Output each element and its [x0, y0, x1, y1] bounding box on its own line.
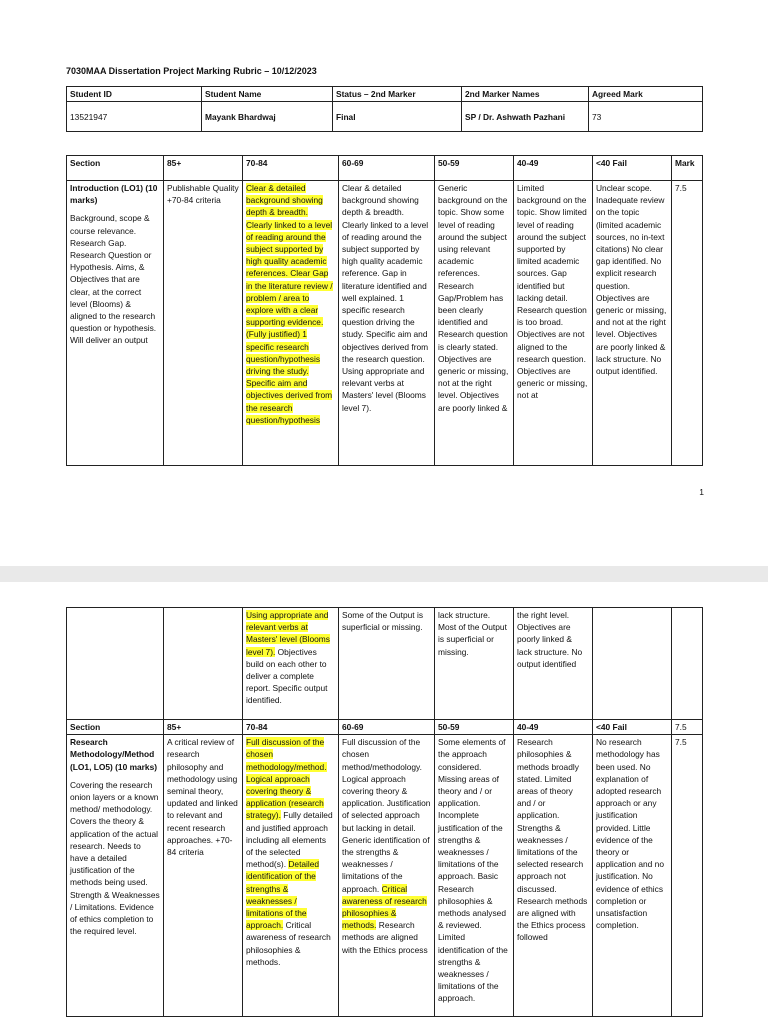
intro-cont-mark-cell: [672, 608, 703, 720]
method-60-highlighted: Critical awareness of research philosophies & methods.: [342, 883, 427, 931]
method-header-fail: <40 Fail: [593, 720, 672, 735]
header-marker-names: 2nd Marker Names: [462, 87, 589, 102]
document-title: 7030MAA Dissertation Project Marking Rubric – 10/12/2023: [66, 66, 317, 76]
intro-40-criteria: Limited background on the topic. Show limited level of reading around the subject supported by limited academic sources. Gap identified but lacking detail. Research question is too broad. Objectives are not aligned to the research question. Objectives are generic or missing, not at: [514, 181, 593, 466]
marker-names-value: SP / Dr. Ashwath Pazhani: [462, 102, 589, 132]
method-70-highlighted-1: Full discussion of the chosen methodology/method. Logical approach covering theory & application (research strategy).: [246, 737, 327, 821]
student-id-value: 13521947: [67, 102, 202, 132]
method-section-description: Covering the research onion layers or a known method/ methodology. Covers the theory & application of the actual research. Needs to have a detailed justification of the methods being used. Strength & Weaknesses / Limitations. Evidence of ethics completion to the required level.: [70, 779, 160, 937]
rubric-header-40: 40-49: [514, 156, 593, 181]
method-header-60: 60-69: [339, 720, 435, 735]
intro-section-title: Introduction (LO1) (10 marks): [70, 183, 158, 206]
method-header-mark-value: 7.5: [672, 720, 703, 735]
method-70-cell: [243, 735, 339, 1017]
intro-cont-70-cell: [243, 608, 339, 720]
method-50-criteria: Some elements of the approach considered. Missing areas of theory and / or application. Incomplete justification of the strengths & weaknesses / limitations of the approach. Basic Research philosophies & methods analysed & reviewed. Limited identification of the strengths & weaknesses / limitations of the approach.: [435, 735, 514, 1017]
method-70-plain-1: Fully detailed and justified approach including all elements of the selected method(s).: [246, 810, 333, 870]
method-section-cell: [67, 735, 164, 1017]
rubric-table-page-1: [66, 155, 703, 466]
method-85-criteria: A critical review of research philosophy and methodology using seminal theory, updated and linked to relevant and recent research approaches. +70-84 criteria: [164, 735, 243, 1017]
rubric-header-fail: <40 Fail: [593, 156, 672, 181]
method-fail-criteria: No research methodology has been used. No explanation of adopted research approach or any justification provided. Little evidence of the theory or application and no justification. No evidence of ethics completion or unsatisfaction completion.: [593, 735, 672, 1017]
rubric-header-50: 50-59: [435, 156, 514, 181]
intro-70-cell: [243, 181, 339, 466]
header-agreed-mark: Agreed Mark: [589, 87, 703, 102]
intro-cont-70-plain: Objectives build on each other to deliver a complete report. Specific output identified.: [246, 646, 328, 706]
page-2: [0, 582, 768, 1024]
intro-cont-40-criteria: the right level. Objectives are poorly linked & lack structure. No output identified: [514, 608, 593, 720]
method-header-section: Section: [67, 720, 164, 735]
intro-fail-criteria: Unclear scope. Inadequate review on the topic (limited academic sources, no in-text citations) No clear gap identified. No explicit research question. Objectives are generic or missing, and not at the right level. Objectives are poorly linked & lack structure. No output identified.: [593, 181, 672, 466]
status-value: Final: [333, 102, 462, 132]
method-60-plain-1: Full discussion of the chosen method/methodology. Logical approach covering theory & application. Justification of selected approach but lacking in detail. Generic identification of the strengths & weaknesses / limitations of the approach.: [342, 737, 431, 894]
header-student-name: Student Name: [202, 87, 333, 102]
rubric-header-section: Section: [67, 156, 164, 181]
method-header-50: 50-59: [435, 720, 514, 735]
intro-section-cell: [67, 181, 164, 466]
rubric-table-page-2: [66, 607, 703, 1017]
intro-cont-section-cell: [67, 608, 164, 720]
method-header-85: 85+: [164, 720, 243, 735]
intro-mark: 7.5: [672, 181, 703, 466]
method-60-cell: [339, 735, 435, 1017]
method-70-plain-2: Critical awareness of research philosophies & methods.: [246, 920, 331, 967]
student-name-value: Mayank Bhardwaj: [202, 102, 333, 132]
intro-section-description: Background, scope & course relevance. Research Gap. Research Question or Hypothesis. Aims, & Objectives that are clear, at the correct level (Blooms) & aligned to the research question or hypothesis. Will deliver an output: [70, 213, 157, 346]
method-60-plain-2: Research methods are aligned with the Ethics process: [342, 920, 428, 955]
student-info-table: [66, 86, 703, 132]
rubric-header-60: 60-69: [339, 156, 435, 181]
intro-50-criteria: Generic background on the topic. Show some level of reading around the subject using relevant academic references. Research Gap/Problem has been clearly identified and Research question is clearly stated. Objectives are generic or missing, not at the right level. Objectives are poorly linked &: [435, 181, 514, 466]
header-student-id: Student ID: [67, 87, 202, 102]
rubric-header-mark: Mark: [672, 156, 703, 181]
method-header-40: 40-49: [514, 720, 593, 735]
method-section-title: Research Methodology/Method (LO1, LO5) (10 marks): [70, 737, 158, 772]
intro-cont-85-cell: [164, 608, 243, 720]
intro-cont-fail-cell: [593, 608, 672, 720]
rubric-header-85: 85+: [164, 156, 243, 181]
method-70-highlighted-2: Detailed identification of the strengths & weaknesses / limitations of the approach.: [246, 859, 320, 931]
intro-70-highlighted-criteria: Clear & detailed background showing depth & breadth. Clearly linked to a level of reading around the subject supported by high quality academic references. Clear Gap in the literature review / problem / area to explore with a clear supporting evidence. (Fully justified) 1 specific research question/hypothesis driving the study. Specific aim and objectives derived from the research question/hypothesis: [246, 183, 333, 425]
method-header-70: 70-84: [243, 720, 339, 735]
intro-85-criteria: Publishable Quality +70-84 criteria: [164, 181, 243, 466]
intro-cont-70-highlighted: Using appropriate and relevant verbs at Masters' level (Blooms level 7).: [246, 610, 330, 657]
header-status: Status – 2nd Marker: [333, 87, 462, 102]
method-mark: 7.5: [672, 735, 703, 1017]
agreed-mark-value: 73: [589, 102, 703, 132]
rubric-header-70: 70-84: [243, 156, 339, 181]
intro-cont-50-criteria: lack structure. Most of the Output is superficial or missing.: [435, 608, 514, 720]
intro-60-criteria: Clear & detailed background showing depth & breadth. Clearly linked to a level of reading around the subject supported by high quality academic reference. Gap in literature identified and well explained. 1 specific research question driving the study. Specific aim and objectives derived from the research question. Using appropriate and relevant verbs at Masters' level (Blooms level 7).: [339, 181, 435, 466]
page-number: 1: [699, 487, 704, 497]
method-40-criteria: Research philosophies & methods broadly stated. Limited areas of theory and / or application. Strengths & weaknesses / limitations of the selected research approach not discussed. Research methods are aligned with the Ethics process followed: [514, 735, 593, 1017]
intro-cont-60-criteria: Some of the Output is superficial or missing.: [339, 608, 435, 720]
